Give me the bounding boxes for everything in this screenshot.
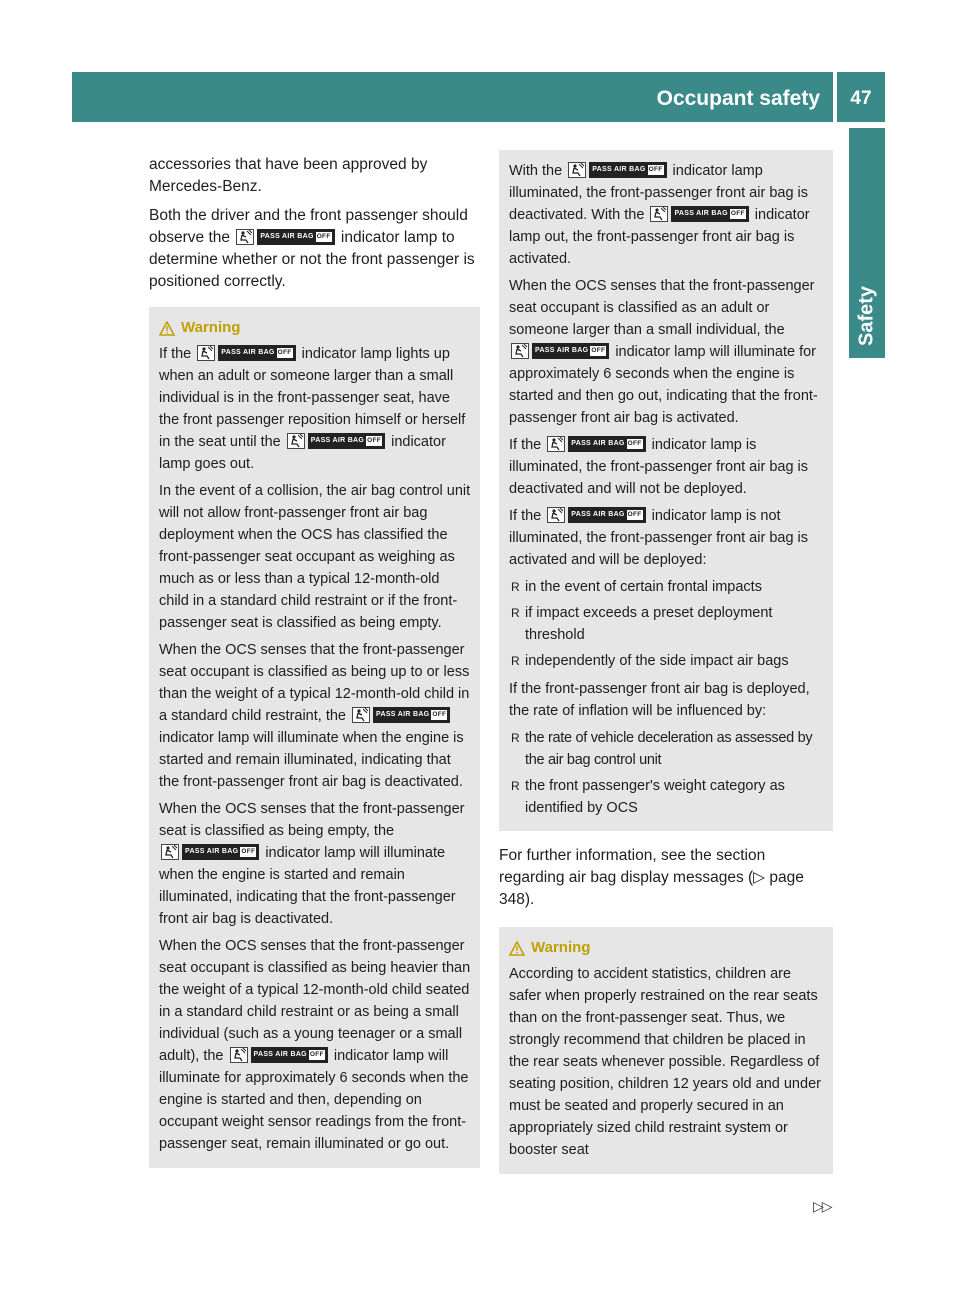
bullet-list [509,576,824,672]
info-paragraph: When the OCS senses that the front-passenger seat occupant is classified as an adult or someone larger than a small individual, the PASS AIR BAG OFF indicator lamp will illuminate for approximately 6 seconds when the engine is started and then go out, indicating that the front-passenger front air bag is activated. [509,278,818,426]
list-item: R the front passenger's weight category as identified by OCS [509,775,824,819]
paragraph: accessories that have been approved by Mercedes-Benz. [149,156,428,195]
seat-occupant-icon [236,229,254,245]
paragraph: For further information, see the section regarding air bag display messages (▷ page 348). [499,847,804,908]
left-column [149,154,480,1168]
pass-air-bag-badge: PASS AIR BAG OFF [373,707,450,723]
airbag-off-indicator-icon [230,1047,328,1063]
continue-arrows-icon: ▷▷ [813,1198,831,1214]
side-tab-label: Safety [855,285,878,346]
pass-air-bag-badge: PASS AIR BAG OFF [251,1047,328,1063]
page-reference-link[interactable]: (▷ page 348). [499,869,804,908]
seat-occupant-icon [547,507,565,523]
airbag-off-indicator-icon [161,844,259,860]
warning-paragraph: According to accident statistics, children are safer when properly restrained on the rear seats than on the front-passenger seat. Thus, we strongly recommend that children be placed in the rear seats whenever possible. Regardless of seating position, children 12 years old and under must be seated and properly secured in an appropriately sized child restraint system or booster seat [509,966,821,1158]
airbag-off-indicator-icon [287,433,385,449]
airbag-off-indicator-icon [197,345,295,361]
info-paragraph: If the PASS AIR BAG OFF indicator lamp is not illuminated, the front-passenger front air bag is activated and will be deployed: [509,508,809,568]
list-item: R independently of the side impact air bags [509,650,824,672]
warning-paragraph: In the event of a collision, the air bag control unit will not allow front-passenger front air bag deployment when the OCS has classified the front-passenger seat occupant as weighing as much as or less than a typical 12-month-old child in a standard child restraint or if the front-passenger seat is classified as being empty. [159,483,471,631]
warning-heading: Warning [159,317,471,339]
pass-air-bag-badge: PASS AIR BAG OFF [532,343,609,359]
section-title: Occupant safety [656,87,820,110]
warning-paragraph: When the OCS senses that the front-passenger seat is classified as being empty, the PASS AIR BAG OFF indicator lamp will illuminate when the engine is started and remain illuminated, indicating that the front-passenger front air bag is deactivated. [159,801,465,927]
seat-occupant-icon [568,162,586,178]
warning-box [499,927,833,1174]
airbag-off-indicator-icon [511,343,609,359]
airbag-off-indicator-icon [352,707,450,723]
pass-air-bag-badge: PASS AIR BAG OFF [589,162,666,178]
bullet-list [509,727,824,819]
pass-air-bag-badge: PASS AIR BAG OFF [568,507,645,523]
airbag-off-indicator-icon [547,507,645,523]
seat-occupant-icon [197,345,215,361]
seat-occupant-icon [352,707,370,723]
airbag-off-indicator-icon [547,436,645,452]
warning-paragraph: When the OCS senses that the front-passenger seat occupant is classified as being up to or less than the weight of a typical 12-month-old child in a standard child restraint, the PASS AIR BAG OFF indicator lamp will illuminate when the engine is started and remain illuminated, indicating that the front-passenger front air bag is deactivated. [159,642,470,790]
list-item: R in the event of certain frontal impacts [509,576,824,598]
pass-air-bag-badge: PASS AIR BAG OFF [671,206,748,222]
warning-heading: Warning [509,937,824,959]
paragraph: Both the driver and the front passenger should observe the PASS AIR BAG OFF indicator lamp to determine whether or not the front passenger is positioned correctly. [149,207,475,290]
seat-occupant-icon [547,436,565,452]
warning-paragraph: If the PASS AIR BAG OFF indicator lamp lights up when an adult or someone larger than a small individual is in the front-passenger seat, have the front passenger reposition himself or herself in the seat until the PASS AIR BAG OFF indicator lamp goes out. [159,346,466,472]
list-item: R the rate of vehicle deceleration as assessed by the air bag control unit [509,727,824,771]
warning-triangle-icon [509,941,525,956]
pass-air-bag-badge: PASS AIR BAG OFF [182,844,259,860]
airbag-off-indicator-icon [236,229,334,245]
pass-air-bag-badge: PASS AIR BAG OFF [218,345,295,361]
info-paragraph: If the front-passenger front air bag is deployed, the rate of inflation will be influenced by: [509,681,810,719]
info-paragraph: If the PASS AIR BAG OFF indicator lamp is illuminated, the front-passenger front air bag is deactivated and will not be deployed. [509,437,809,497]
seat-occupant-icon [511,343,529,359]
pass-air-bag-badge: PASS AIR BAG OFF [568,436,645,452]
airbag-off-indicator-icon [650,206,748,222]
seat-occupant-icon [230,1047,248,1063]
warning-triangle-icon [159,321,175,336]
seat-occupant-icon [287,433,305,449]
info-paragraph: With the PASS AIR BAG OFF indicator lamp illuminated, the front-passenger front air bag is deactivated. With the PASS AIR BAG OFF indicator lamp out, the front-passenger front air bag is activated. [509,163,810,267]
airbag-off-indicator-icon [568,162,666,178]
list-item: R if impact exceeds a preset deployment threshold [509,602,824,646]
warning-box [149,307,480,1168]
page-number: 47 [850,88,872,109]
pass-air-bag-badge: PASS AIR BAG OFF [257,229,334,245]
seat-occupant-icon [161,844,179,860]
warning-paragraph: When the OCS senses that the front-passenger seat occupant is classified as being heavier than the weight of a typical 12-month-old child seated in a standard child restraint or as being a small individual (such as a young teenager or a small adult), the PASS AIR BAG OFF indicator lamp will illuminate for approximately 6 seconds when the engine is started and then, depending on occupant weight sensor readings from the front-passenger seat, remain illuminated or go out. [159,938,471,1152]
pass-air-bag-badge: PASS AIR BAG OFF [308,433,385,449]
right-column [499,150,833,1174]
seat-occupant-icon [650,206,668,222]
side-tab[interactable] [849,128,885,358]
info-box [499,150,833,831]
